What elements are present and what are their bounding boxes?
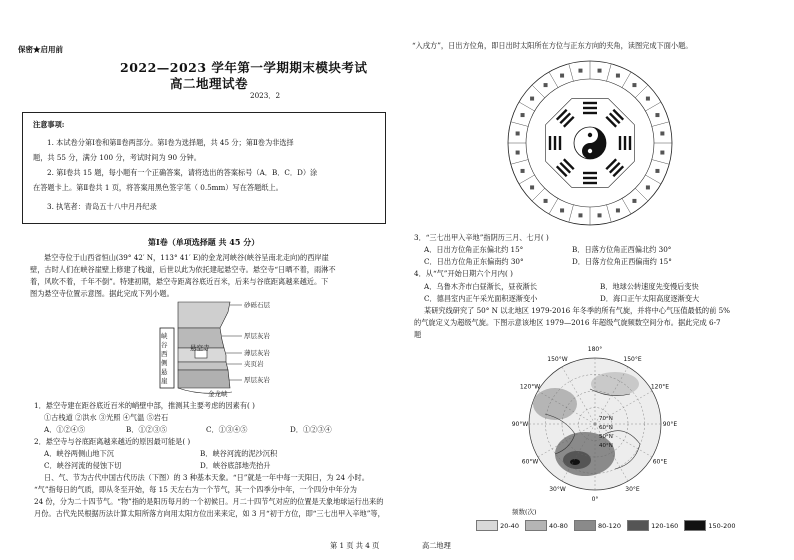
trigram-bar: [583, 172, 597, 174]
q4-option-a: A．乌鲁木齐市白昼渐长，昼夜渐长: [424, 282, 538, 291]
intro-line: 着，风吹不着，千年不倒”。特建初期，悬空寺距离谷底近百米，后来与谷底距离越来越近。下: [30, 277, 329, 286]
longitude-label: 150°E: [623, 356, 642, 364]
q2-option-a: A．峡谷两侧山地下沉: [44, 449, 114, 458]
cyclone-frequency-map: [500, 342, 690, 507]
intro-line: 悬空寺位于山西省恒山(39° 42′ N，113° 41′ E)的金龙河峡谷(峡谷呈南北走向)的西岸崖: [44, 253, 329, 262]
question-4: 4．从“气”开始日期六个月内( ): [414, 269, 513, 278]
legend-item: [476, 522, 519, 530]
ring-glyph-mark: [660, 131, 664, 135]
longitude-label: 30°W: [549, 485, 566, 493]
passage-line: 的气旋定义为超级气旋。下图示意该地区 1979—2016 年超级气旋频数空间分布。据此完成 6-7: [414, 318, 721, 327]
cliff-label: 峡谷西侧悬崖: [161, 332, 168, 385]
passage-line: 24 份，分为二十四节气。“物”指的是阳历每月的一个初候日。月二十四节气对应的位置是天象地球运行出来的: [34, 497, 384, 506]
q4-option-b: B．地球公转速度先变慢后变快: [600, 282, 699, 291]
right-top-line: “入戌方”，日出方位角，即日出时太阳所在方位与正东方向的夹角，读图完成下面小题。: [412, 41, 693, 50]
ring-glyph-mark: [530, 185, 534, 189]
ring-glyph-mark: [516, 131, 520, 135]
freq-region: [570, 459, 580, 465]
yin-dot: [588, 133, 592, 137]
q3-option-b: B．日落方位角正西偏北约 30°: [572, 245, 672, 254]
longitude-label: 120°W: [519, 383, 541, 391]
ring-glyph-mark: [632, 199, 636, 203]
longitude-label: 90°W: [511, 421, 529, 428]
map-legend: [462, 508, 782, 536]
intro-line: 图为悬空寺位置示意图。据此完成下列小题。: [30, 289, 174, 298]
legend-swatch: [684, 520, 706, 531]
legend-title: 频数(次): [512, 508, 537, 516]
passage-line: 某研究线研究了 50° N 以北地区 1979-2016 年冬季的所有气旋，并将中心气压值最低的前 5%: [424, 306, 730, 315]
latitude-label: 70°N: [599, 416, 613, 422]
longitude-label: 0°: [591, 496, 599, 503]
layer-label: 厚层灰岩: [244, 376, 270, 384]
longitude-label: 90°E: [662, 421, 678, 428]
ring-glyph-mark: [646, 97, 650, 101]
exam-subtitle: 高二地理试卷: [170, 76, 249, 91]
layer-label: 砂砾石层: [244, 301, 270, 309]
ring-glyph-mark: [632, 83, 636, 87]
notice-line: 题，共 55 分，满分 100 分，考试时间为 90 分钟。: [33, 153, 201, 162]
temple-label: 悬空寺: [190, 344, 210, 352]
legend-label: 150-200: [706, 521, 736, 530]
legend-label: 120-160: [649, 521, 679, 530]
exam-title: 2022—2023 学年第一学期期末模块考试: [120, 60, 368, 75]
q2-option-b: B．峡谷河流的泥沙沉积: [200, 449, 278, 458]
trigram-bar: [559, 136, 561, 150]
q1-option-a: A．①②④⑤: [44, 425, 86, 434]
ring-glyph-mark: [578, 213, 582, 217]
q4-option-d: D．海口正午太阳高度逐渐变大: [600, 294, 700, 303]
exam-date: 2023．2: [250, 91, 281, 100]
legend-label: 80-120: [595, 521, 622, 530]
q3-option-c: C．日出方位角正东偏南约 30°: [424, 257, 524, 266]
longitude-label: 60°E: [652, 458, 668, 466]
section-heading: 第Ⅰ卷（单项选择题 共 45 分）: [148, 237, 260, 247]
longitude-label: 150°W: [547, 356, 568, 364]
ring-glyph-mark: [521, 113, 525, 117]
ring-glyph-mark: [655, 169, 659, 173]
notice-line: 1. 本试卷分第Ⅰ卷和第Ⅱ卷两部分。第Ⅰ卷为选择题，共 45 分；第Ⅱ卷为非选择: [47, 138, 294, 147]
layer-label: 薄层灰岩: [244, 349, 270, 357]
legend-item: [627, 522, 678, 530]
ring-glyph-mark: [598, 69, 602, 73]
longitude-label: 30°E: [625, 485, 640, 493]
q3-option-a: A．日出方位角正东偏北约 15°: [424, 245, 524, 254]
ring-glyph-mark: [544, 199, 548, 203]
trigram-bar: [583, 107, 597, 109]
ring-glyph-mark: [646, 185, 650, 189]
q3-option-d: D．日落方位角正西偏南约 15°: [572, 257, 672, 266]
q4-option-c: C．德昌室内正午采光面积逐渐变小: [424, 294, 538, 303]
trigram-bar: [554, 136, 556, 150]
ring-glyph-mark: [544, 83, 548, 87]
legend-label: 20-40: [498, 521, 519, 530]
latitude-label: 60°N: [599, 425, 613, 431]
legend-label: 40-80: [546, 521, 568, 530]
notice-box: [22, 112, 386, 224]
notice-line: 3. 执笔者：青岛五十八中月丹纪录: [47, 202, 157, 211]
question-3: 3．“三七出甲入辛地”指阴历三月、七月( ): [414, 233, 549, 242]
yang-dot: [588, 149, 592, 153]
legend-swatch: [476, 520, 498, 531]
trigram-bar: [624, 136, 626, 150]
bagua-diagram: [505, 58, 675, 228]
ring-glyph-mark: [560, 74, 564, 78]
longitude-label: 120°E: [650, 383, 670, 391]
trigram-bar: [583, 112, 597, 114]
trigram-bar: [619, 136, 621, 150]
passage-line: “气”指每日的气质，即从冬至开始，每 15 天左右为一个节气，其一个四季分中年，一个四分中年分为: [34, 485, 357, 494]
passage-line: 日、气、节为古代中国古代历法（下图）的 3 种基本天象。“日”就是一年中每一天阳日，为 24 小时。: [44, 473, 369, 482]
q2-option-d: D．峡谷底部地壳抬升: [200, 461, 271, 470]
longitude-label: 180°: [587, 346, 603, 353]
page-footer: 第 1 页 共 4 页: [330, 541, 380, 550]
legend-swatch: [525, 520, 547, 531]
legend-swatch: [574, 520, 596, 531]
question-1: 1．悬空寺建在距谷底近百米的峭壁中部，推测其主要考虑的因素有( ): [34, 401, 255, 410]
q1-option-b: B．①②③⑤: [126, 425, 168, 434]
right-footer: 高二地理: [422, 541, 451, 550]
longitude-label: 60°W: [521, 458, 539, 466]
ring-glyph-mark: [578, 69, 582, 73]
trigram-bar: [583, 182, 597, 184]
question-1-items: ①古栈道 ②洪水 ③光照 ④气温 ⑤岩石: [44, 413, 169, 422]
legend-item: [684, 522, 735, 530]
temple-cross-section: [150, 300, 290, 400]
latitude-label: 40°N: [599, 443, 613, 449]
passage-line: 月份。古代先民根据历法计算太阳所落方向用太阳方位出来来定，如 3 月“初于方位，即“三七出甲入辛地”等，: [34, 509, 385, 518]
legend-swatch: [627, 520, 649, 531]
ring-glyph-mark: [660, 151, 664, 155]
notice-heading: 注意事项:: [33, 120, 65, 129]
layer-label: 夹页岩: [244, 360, 264, 368]
ring-glyph-mark: [530, 97, 534, 101]
q2-option-c: C．峡谷河流的侵蚀下切: [44, 461, 122, 470]
ring-glyph-mark: [560, 208, 564, 212]
q1-option-d: D．①②③④: [290, 425, 332, 434]
latitude-label: 50°N: [599, 434, 613, 440]
question-2: 2．悬空寺与谷底距离越来越近的原因最可能是( ): [34, 437, 191, 446]
freq-region: [533, 388, 577, 420]
notice-line: 在答题卡上。第Ⅱ卷共 1 页，将答案用黑色签字笔（ 0.5mm）写在答题纸上。: [33, 183, 283, 192]
layer-label: 金龙峡: [208, 390, 228, 398]
layer-label: 厚层灰岩: [244, 332, 270, 340]
ring-glyph-mark: [616, 74, 620, 78]
trigram-bar: [583, 102, 597, 104]
q1-option-c: C．①③④⑤: [206, 425, 248, 434]
trigram-bar: [583, 177, 597, 179]
ring-glyph-mark: [598, 213, 602, 217]
passage-line: 题: [414, 330, 422, 339]
secret-label: 保密★启用前: [18, 45, 63, 54]
trigram-bar: [629, 136, 631, 150]
trigram-bar: [549, 136, 551, 150]
ring-glyph-mark: [521, 169, 525, 173]
intro-line: 壁，古时人们在峡谷崖壁上修建了栈道，后世以此为依托建起悬空寺。悬空寺“日晒不着，雨淋不: [30, 265, 336, 274]
ring-glyph-mark: [655, 113, 659, 117]
ring-glyph-mark: [516, 151, 520, 155]
ring-glyph-mark: [616, 208, 620, 212]
notice-line: 2. 第Ⅰ卷共 15 题，每小题有一个正确答案，请将选出的答案标号（A．B．C．D）涂: [47, 168, 318, 177]
legend-item: [574, 522, 621, 530]
legend-item: [525, 522, 568, 530]
